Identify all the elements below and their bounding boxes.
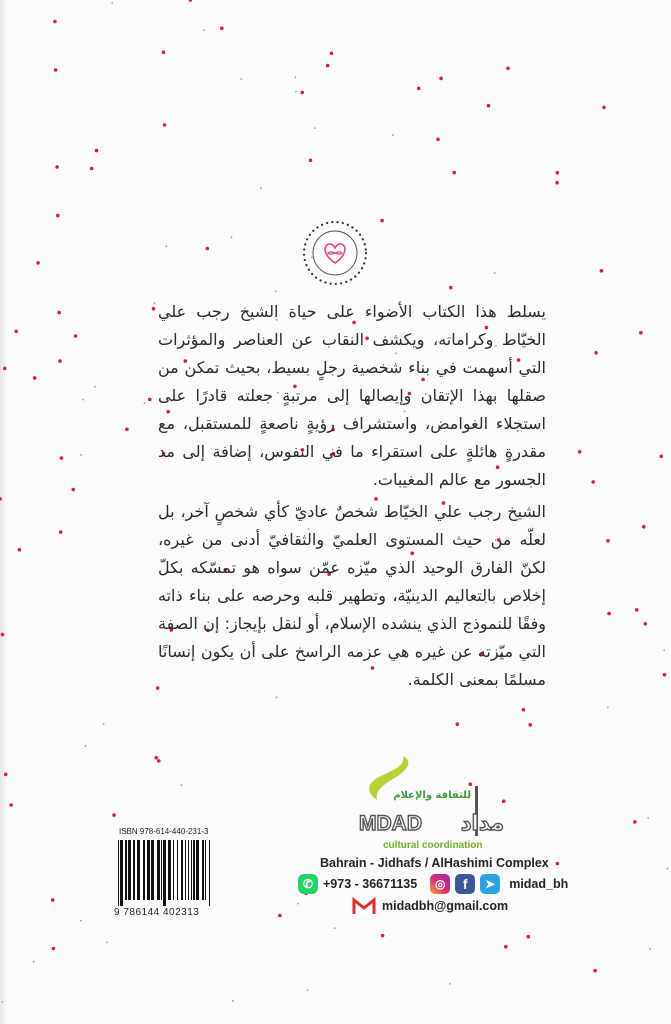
- decorative-dot: [417, 87, 421, 91]
- decorative-dot: [111, 2, 113, 4]
- barcode-bar: [125, 840, 127, 900]
- barcode-bar: [137, 840, 140, 900]
- publisher-tagline-ar: للثقافة والإعلام: [393, 790, 471, 801]
- decorative-dot: [220, 26, 224, 30]
- decorative-dot: [80, 920, 82, 922]
- barcode-bar: [163, 840, 166, 906]
- decorative-dot: [527, 935, 531, 939]
- barcode-bar: [151, 840, 154, 900]
- decorative-dot: [649, 948, 651, 950]
- publisher-name-ar: مداد: [460, 811, 504, 835]
- publisher-logo: [355, 754, 505, 838]
- decorative-dot: [203, 29, 205, 31]
- decorative-dot: [602, 106, 606, 110]
- barcode-bar: [185, 840, 186, 900]
- barcode-bar: [143, 840, 145, 900]
- decorative-dot: [189, 0, 193, 2]
- barcode-bar: [193, 840, 195, 900]
- barcode-bar: [177, 840, 178, 900]
- barcode-bar: [161, 840, 162, 900]
- decorative-dot: [36, 261, 40, 265]
- decorative-dot: [449, 286, 453, 290]
- decorative-dot: [449, 983, 451, 985]
- decorative-dot: [506, 67, 510, 71]
- decorative-dot: [380, 219, 384, 223]
- decorative-dot: [330, 52, 334, 56]
- decorative-dot: [439, 77, 443, 81]
- barcode-bar: [168, 840, 171, 900]
- decorative-dot: [314, 127, 316, 129]
- decorative-dot: [240, 78, 242, 80]
- barcode-bar: [196, 840, 199, 900]
- heart-infinity-emblem-icon: [301, 219, 369, 287]
- decorative-dot: [52, 947, 56, 951]
- publisher-name-en: MDAD: [359, 812, 422, 835]
- decorative-dot: [593, 969, 597, 973]
- gmail-icon: [352, 897, 376, 915]
- telegram-icon: ➤: [480, 874, 500, 894]
- decorative-dot: [300, 91, 304, 95]
- publisher-tagline-en: cultural coordination: [383, 840, 483, 851]
- barcode-bar: [120, 840, 123, 906]
- barcode-bar: [133, 840, 135, 900]
- decorative-dot: [275, 290, 277, 292]
- barcode-bar: [205, 840, 206, 900]
- decorative-dot: [206, 247, 210, 251]
- decorative-dot: [260, 187, 262, 189]
- barcode-bar: [188, 840, 189, 900]
- decorative-dot: [295, 91, 297, 93]
- decorative-dot: [436, 138, 440, 142]
- decorative-dot: [163, 123, 167, 127]
- isbn-label: ISBN 978-614-440-231-3: [119, 827, 209, 836]
- decorative-dot: [56, 214, 60, 218]
- decorative-dot: [231, 236, 233, 238]
- decorative-dot: [334, 927, 336, 929]
- decorative-dot: [452, 171, 456, 175]
- blurb: [158, 298, 546, 746]
- decorative-dot: [487, 104, 491, 108]
- contact-row: [298, 874, 568, 894]
- decorative-dot: [556, 171, 560, 175]
- decorative-dot: [392, 134, 394, 136]
- decorative-dot: [232, 1000, 234, 1002]
- decorative-dot: [54, 68, 58, 72]
- decorative-dot: [33, 961, 35, 963]
- decorative-dot: [55, 165, 59, 169]
- decorative-dot: [555, 181, 559, 185]
- facebook-icon: f: [455, 874, 475, 894]
- decorative-dot: [53, 20, 57, 24]
- phone-number: +973 - 36671135: [323, 877, 418, 891]
- barcode-bar: [157, 840, 160, 900]
- decorative-dot: [307, 989, 309, 991]
- barcode-bar: [118, 840, 119, 906]
- blurb-paragraph-2: الشيخ رجب علي الخيّاط شخصٌ عاديّ كأي شخصٍ آخر، بل لعلّه من حيث المستوى العلميّ والثقافيّ أدنى من غيره، لكنّ الفارق الوحيد الذي ميّزه عمّن سواه هو تمسّكه بكلّ إخلاص بالتعاليم الدينيّة، وتطهير قلبه وحرصه على بناء ذاته وفقًا للنموذج الذي ينشده الإسلام، أو لنقل بإيجاز: إن الصفة التي ميّزته عن غيره هي عزمه الراسخ على أن يكون إنسانًا مسلمًا بمعنى الكلمة.: [158, 502, 546, 689]
- blurb-paragraph-1: يسلط هذا الكتاب الأضواء على حياة الشيخ رجب علي الخيّاط وكراماته، ويكشف النقاب عن العناصر والمؤثرات التي أسهمت في بناء شخصية رجلٍ بسيط، بحيث تمكن من صقلها بهذا الإتقان وإيصالها إلى مرتبةٍ جعلته قادرًا على استجلاء الغوامض، واستشراف رؤيةٍ ناصعةٍ للمستقبل، مع مقدرةٍ هائلةٍ على استقراء ما في النفوس، إضافة إلى مد الجسور مع عالم المغيبات.: [158, 302, 546, 489]
- email-row: [352, 897, 508, 915]
- decorative-dot: [504, 945, 508, 949]
- decorative-dot: [381, 934, 385, 938]
- decorative-dot: [90, 167, 94, 171]
- decorative-dot: [106, 942, 108, 944]
- decorative-dot: [309, 159, 313, 163]
- decorative-dot: [162, 50, 166, 54]
- decorative-dot: [326, 64, 330, 68]
- cover-content: [0, 298, 671, 915]
- social-handle: midad_bh: [509, 877, 569, 891]
- decorative-dot: [600, 269, 604, 273]
- publisher-block: [298, 754, 598, 915]
- barcode-digits: 9 786144 402313: [114, 907, 200, 918]
- barcode-bar: [128, 840, 131, 900]
- barcode-bar: [202, 840, 204, 900]
- barcode-bar: [181, 840, 183, 900]
- barcode-bar: [173, 840, 174, 900]
- whatsapp-icon: ✆: [298, 874, 318, 894]
- decorative-dot: [494, 272, 496, 274]
- decorative-dot: [166, 245, 168, 247]
- barcode-bar: [191, 840, 192, 900]
- barcode-bar: [147, 840, 150, 900]
- instagram-icon: ◎: [430, 874, 450, 894]
- decorative-dot: [95, 149, 99, 153]
- barcode-bar: [209, 840, 210, 906]
- barcode: [118, 840, 212, 906]
- publisher-address: Bahrain - Jidhafs / AlHashimi Complex: [320, 856, 549, 870]
- decorative-dot: [2, 1001, 4, 1003]
- decorative-dot: [295, 76, 297, 78]
- email-address: midadbh@gmail.com: [382, 899, 509, 913]
